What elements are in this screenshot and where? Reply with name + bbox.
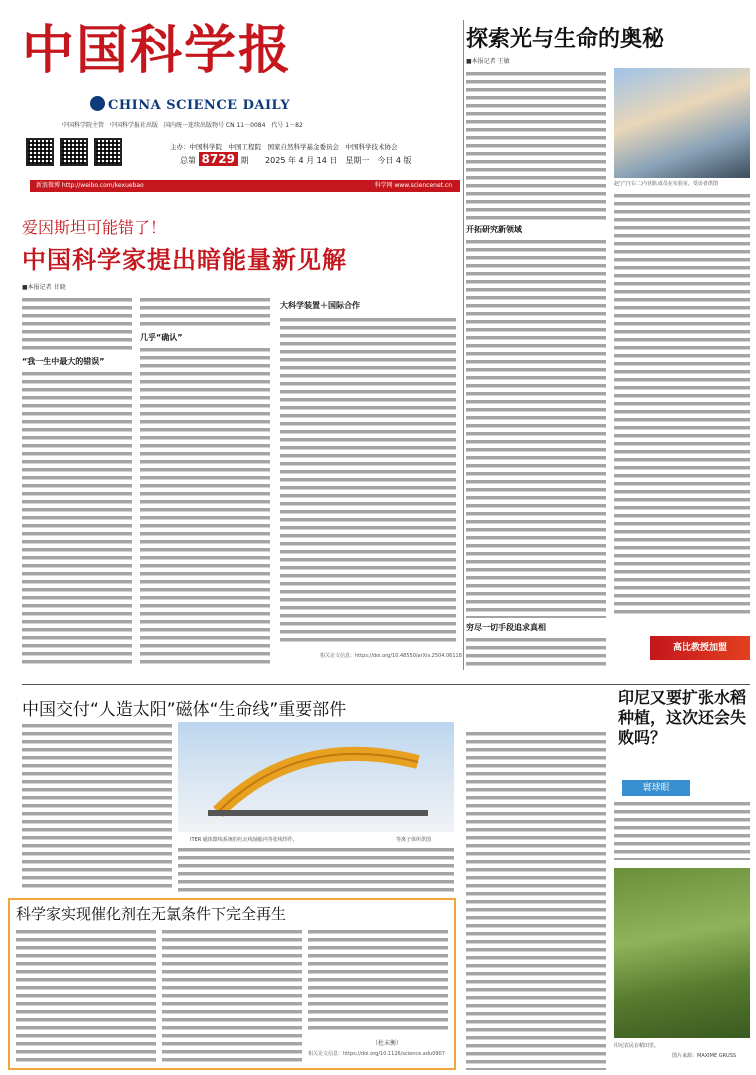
story2-photo-caption: ITER 磁体馈线系统的杜瓦线轴船内等张线焊件。	[190, 837, 298, 843]
masthead-english-title: CHINA SCIENCE DAILY	[108, 98, 291, 113]
lead-byline: ■本报记者 甘晓	[22, 284, 66, 291]
story2-body-col-1	[22, 722, 172, 892]
feature-body-col-1c	[466, 636, 606, 670]
lead-body-col-1b	[22, 370, 132, 666]
lead-subhead-2: 几乎“确认”	[140, 333, 183, 342]
issue-suffix: 期	[240, 156, 249, 165]
story4-body-col-3	[308, 928, 448, 1032]
story2-body-col-2	[178, 846, 454, 892]
lead-subhead-1: “我一生中最大的错误”	[22, 357, 105, 366]
publication-info: 中国科学院主管 中国科学报社出版 国内统一连续出版物号 CN 11－0084 代号 1－82	[62, 122, 303, 129]
magnet-feeder-illustration	[178, 722, 454, 832]
feature-photo	[614, 68, 750, 178]
qr-code-icon	[94, 138, 122, 166]
story3-body-col-2	[614, 800, 750, 860]
feature-section-2: 穷尽一切手段追求真相	[466, 623, 546, 632]
story4-body-col-1	[16, 928, 156, 1064]
sponsors-line: 主办：中国科学院 中国工程院 国家自然科学基金委员会 中国科学技术协会	[170, 143, 398, 151]
section-badge: 寰球眼	[622, 780, 690, 796]
story3-body-col-1	[466, 730, 606, 1070]
website-link[interactable]: 科学网 www.sciencenet.cn	[374, 182, 452, 189]
feature-body-col-1	[466, 70, 606, 220]
story4-body-col-2	[162, 928, 302, 1064]
feature-headline: 探索光与生命的奥秘	[466, 27, 665, 52]
lead-headline: 中国科学家提出暗能量新见解	[22, 246, 347, 274]
feature-section-1: 开拓研究新领域	[466, 225, 522, 234]
section-divider	[22, 684, 750, 685]
story2-photo	[178, 722, 454, 832]
column-divider	[463, 20, 464, 670]
feature-photo-caption: 赵宁宁(右二)与团队成员在实验室。受访者供图	[614, 181, 718, 187]
qr-code-icon	[60, 138, 88, 166]
lead-paper-link[interactable]: 相关论文信息：https://doi.org/10.48550/arXiv.2504.06118	[320, 653, 462, 659]
weibo-link[interactable]: 新浪微博 http://weibo.com/kexuebao	[36, 182, 144, 189]
story4-author: （杜未衡）	[372, 1040, 403, 1047]
story4-paper-link[interactable]: 相关论文信息：https://doi.org/10.1126/science.adu0907	[308, 1051, 445, 1057]
story2-photo-credit: 等离子体所供图	[396, 837, 432, 843]
contact-bar	[30, 180, 460, 192]
masthead-title: 中国科学报	[22, 20, 293, 81]
story3-photo-credit: 图片来源：MAXIME GRUSS	[672, 1053, 737, 1059]
issue-date: 2025 年 4 月 14 日 星期一 今日 4 版	[265, 156, 412, 165]
story3-photo-caption: 印尼农民在稻田里。	[614, 1043, 660, 1049]
issue-number: 8729	[199, 152, 238, 166]
story2-headline: 中国交付“人造太阳”磁体“生命线”重要部件	[22, 700, 347, 720]
story3-headline: 印尼又要扩张水稻种植，这次还会失败吗？	[618, 688, 747, 747]
feature-body-col-1b	[466, 238, 606, 618]
feature-byline: ■本报记者 王敏	[466, 58, 510, 65]
issue-label: 总第	[180, 156, 196, 165]
lead-body-col-2	[140, 296, 270, 326]
feature-body-col-2	[614, 192, 750, 618]
lead-body-col-1	[22, 296, 132, 351]
story4-headline: 科学家实现催化剂在无氯条件下完全再生	[16, 905, 287, 923]
lead-body-col-2b	[140, 346, 270, 666]
story3-photo	[614, 868, 750, 1038]
qr-code-icon	[26, 138, 54, 166]
issue-bar	[180, 152, 412, 166]
lead-sidebar-title: 大科学装置＋国际合作	[280, 301, 360, 310]
logo-icon	[90, 96, 105, 111]
lead-body-col-3	[280, 316, 456, 646]
promo-banner[interactable]: 高比教授加盟	[650, 636, 750, 660]
lead-kicker: 爱因斯坦可能错了！	[22, 218, 167, 237]
